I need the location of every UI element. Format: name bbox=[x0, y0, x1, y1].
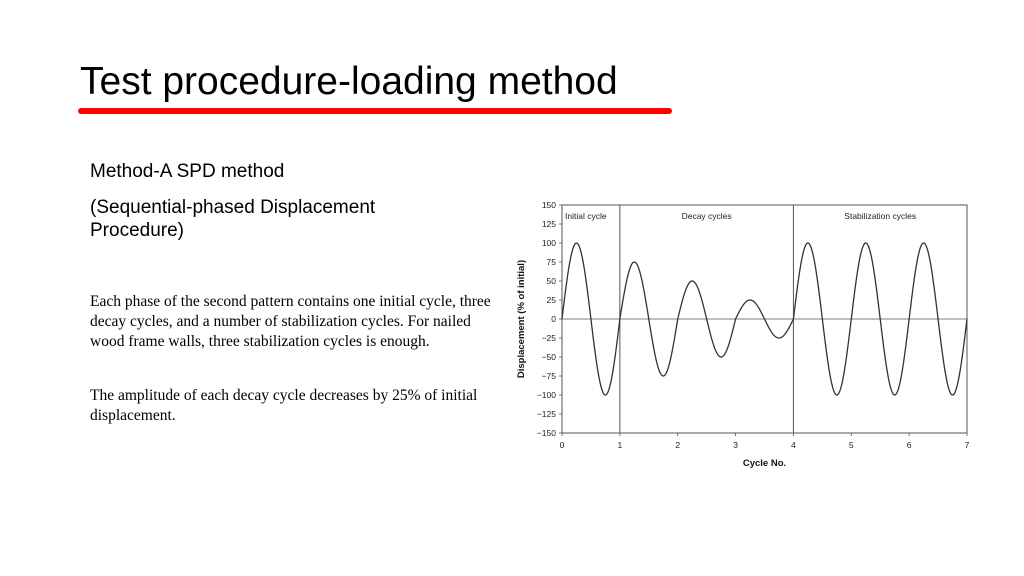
y-tick-label: −100 bbox=[536, 390, 556, 400]
y-tick-label: 50 bbox=[546, 276, 556, 286]
y-tick-label: −25 bbox=[541, 333, 556, 343]
x-tick-label: 3 bbox=[733, 440, 738, 450]
x-tick-label: 5 bbox=[848, 440, 854, 450]
method-description: (Sequential-phased Displacement Procedure) bbox=[90, 197, 376, 241]
x-tick-label: 4 bbox=[791, 440, 796, 450]
x-tick-label: 6 bbox=[906, 440, 912, 450]
loading-protocol-chart bbox=[505, 192, 980, 477]
x-tick-label: 1 bbox=[617, 440, 623, 450]
x-tick-label: 7 bbox=[964, 440, 970, 450]
y-axis-title: Displacement (% of initial) bbox=[516, 259, 527, 379]
paragraph-decay-amplitude: The amplitude of each decay cycle decreases by 25% of initial displacement. bbox=[90, 387, 478, 424]
slide-title: Test procedure-loading method bbox=[80, 60, 618, 103]
y-tick-label: 150 bbox=[541, 200, 556, 210]
y-tick-label: 125 bbox=[541, 219, 556, 229]
y-tick-label: −50 bbox=[541, 352, 556, 362]
y-tick-label: −75 bbox=[541, 371, 556, 381]
y-tick-label: 25 bbox=[546, 295, 556, 305]
x-tick-label: 2 bbox=[675, 440, 681, 450]
method-heading: Method-A SPD method bbox=[90, 161, 285, 182]
x-axis-title: Cycle No. bbox=[742, 458, 787, 469]
y-tick-label: 75 bbox=[546, 257, 556, 267]
region-label: Stabilization cycles bbox=[844, 211, 917, 221]
y-tick-label: −125 bbox=[536, 409, 556, 419]
y-tick-label: 0 bbox=[551, 314, 556, 324]
y-tick-label: −150 bbox=[536, 428, 556, 438]
y-tick-label: 100 bbox=[541, 238, 556, 248]
title-underline bbox=[78, 108, 672, 114]
region-label: Initial cycle bbox=[565, 211, 607, 221]
x-tick-label: 0 bbox=[559, 440, 565, 450]
region-label: Decay cycles bbox=[681, 211, 732, 221]
paragraph-phase-pattern: Each phase of the second pattern contains one initial cycle, three decay cycles, and a number of stabilization cycles. For nailed wood frame walls, three stabilization cycles is enough. bbox=[90, 293, 491, 350]
